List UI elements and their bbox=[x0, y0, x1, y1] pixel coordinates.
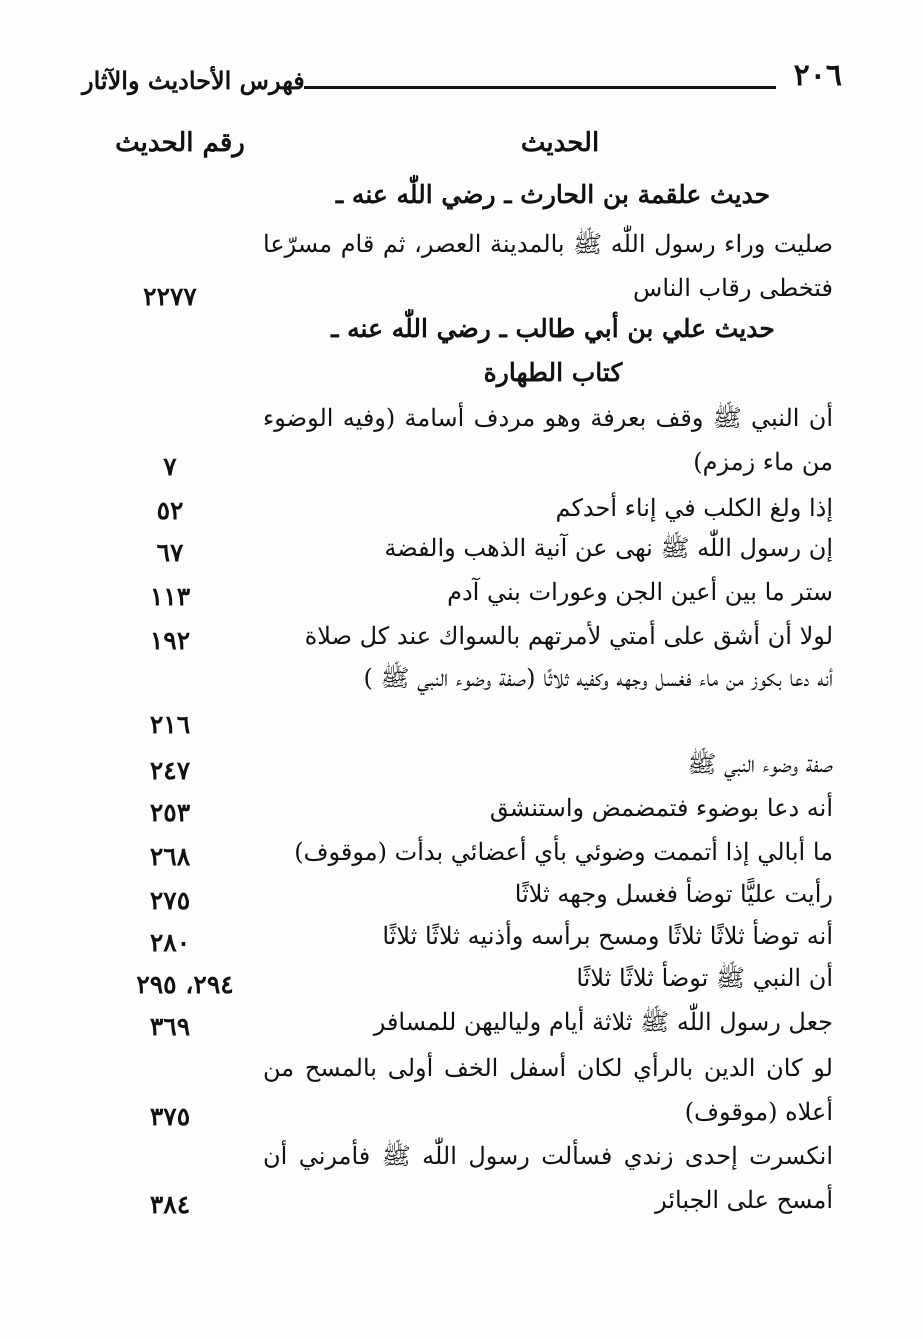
hadith-number: ٣٧٥ bbox=[149, 1102, 191, 1131]
hadith-number: ٣٦٩ bbox=[149, 1012, 191, 1041]
hadith-number: ٢٩٤، ٢٩٥ bbox=[136, 970, 234, 999]
section-heading: حديث علي بن أبي طالب ـ رضي اللّٰه عنه ـ bbox=[331, 314, 775, 343]
hadith-number: ٢٥٣ bbox=[149, 798, 191, 827]
hadith-text: لو كان الدين بالرأي لكان أسفل الخف أولى بالمسح من أعلاه (موقوف) bbox=[263, 1054, 833, 1126]
column-heading-number: رقم الحديث bbox=[115, 128, 245, 158]
hadith-text: ستر ما بين أعين الجن وعورات بني آدم bbox=[447, 578, 833, 606]
hadith-text: انكسرت إحدى زندي فسألت رسول اللّٰه ﷺ فأمرني أن أمسح على الجبائر bbox=[263, 1142, 833, 1214]
hadith-text: رأيت عليًّا توضأ فغسل وجهه ثلاثًا bbox=[514, 880, 833, 908]
hadith-text: أنه دعا بكوز من ماء فغسل وجهه وكفيه ثلاثًا (صفة وضوء النبي ﷺ ) bbox=[363, 664, 833, 692]
hadith-number: ٦٧ bbox=[156, 538, 184, 567]
hadith-number: ٢١٦ bbox=[149, 710, 191, 739]
hadith-number: ٢٧٥ bbox=[149, 886, 191, 915]
hadith-text: إذا ولغ الكلب في إناء أحدكم bbox=[555, 494, 833, 522]
hadith-number: ٢٢٧٧ bbox=[143, 282, 197, 311]
hadith-number: ٢٦٨ bbox=[149, 842, 191, 871]
column-heading-hadith: الحديث bbox=[520, 128, 600, 158]
chapter-heading: كتاب الطهارة bbox=[483, 358, 623, 387]
hadith-text: أن النبي ﷺ وقف بعرفة وهو مردف أسامة (وفيه الوضوء من ماء زمزم) bbox=[263, 404, 833, 476]
hadith-text: صليت وراء رسول اللّٰه ﷺ بالمدينة العصر، ثم قام مسرّعا فتخطى رقاب الناس bbox=[263, 230, 833, 302]
hadith-number: ٥٢ bbox=[156, 496, 184, 525]
section-heading: حديث علقمة بن الحارث ـ رضي اللّٰه عنه ـ bbox=[335, 180, 771, 209]
hadith-text: صفة وضوء النبي ﷺ bbox=[687, 750, 833, 778]
hadith-text: أنه توضأ ثلاثًا ثلاثًا ومسح برأسه وأذنيه ثلاثًا ثلاثًا bbox=[382, 922, 833, 950]
hadith-number: ١٩٢ bbox=[149, 626, 191, 655]
page-number: ٢٠٦ bbox=[793, 58, 842, 93]
hadith-text: إن رسول اللّٰه ﷺ نهى عن آنية الذهب والفضة bbox=[384, 534, 833, 562]
hadith-text: جعل رسول اللّٰه ﷺ ثلاثة أيام ولياليهن للمسافر bbox=[373, 1008, 833, 1036]
hadith-text: أنه دعا بوضوء فتمضمض واستنشق bbox=[489, 794, 833, 822]
hadith-text: ما أبالي إذا أتممت وضوئي بأي أعضائي بدأت (موقوف) bbox=[294, 838, 833, 866]
hadith-number: ٧ bbox=[163, 452, 177, 481]
hadith-text: لولا أن أشق على أمتي لأمرتهم بالسواك عند كل صلاة bbox=[304, 622, 833, 650]
hadith-number: ١١٣ bbox=[149, 582, 191, 611]
running-title: فهرس الأحاديث والآثار bbox=[82, 66, 305, 95]
hadith-number: ٢٨٠ bbox=[149, 928, 191, 957]
hadith-number: ٣٨٤ bbox=[149, 1190, 191, 1219]
hadith-text: أن النبي ﷺ توضأ ثلاثًا ثلاثًا bbox=[576, 964, 833, 992]
hadith-number: ٢٤٧ bbox=[149, 756, 191, 785]
